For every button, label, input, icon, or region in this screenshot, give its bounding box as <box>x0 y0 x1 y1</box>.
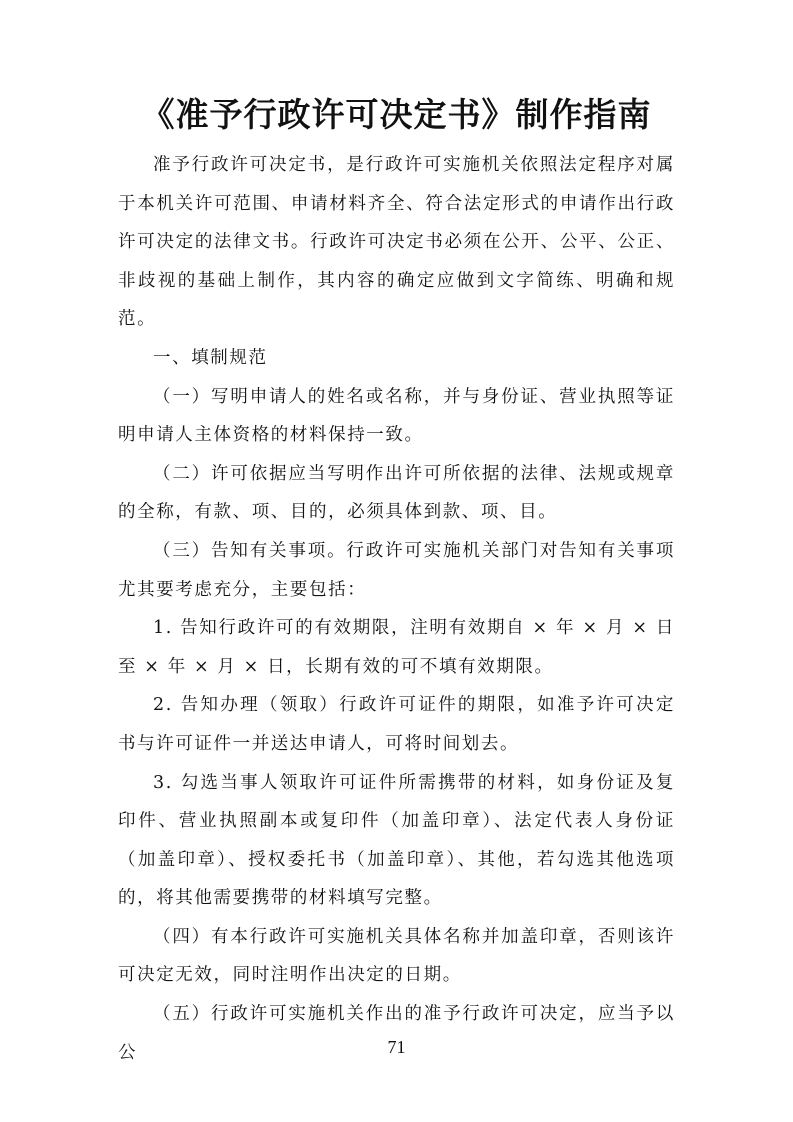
paragraph-item-3: （三）告知有关事项。行政许可实施机关部门对告知有关事项尤其要考虑充分，主要包括： <box>118 540 675 600</box>
paragraph-item-2: （二）许可依据应当写明作出许可所依据的法律、法规或规章的全称，有款、项、目的，必须具体到款、项、目。 <box>118 463 675 523</box>
paragraph-subitem-1: 1. 告知行政许可的有效期限，注明有效期自 × 年 × 月 × 日至 × 年 × 月 × 日，长期有效的可不填有效期限。 <box>118 618 675 677</box>
document-body <box>118 146 675 1072</box>
page-number: 71 <box>387 1037 406 1057</box>
paragraph-subitem-2: 2. 告知办理（领取）行政许可证件的期限，如准予许可决定书与许可证件一并送达申请人，可将时间划去。 <box>118 695 675 754</box>
paragraph-item-4: （四）有本行政许可实施机关具体名称并加盖印章，否则该许可决定无效，同时注明作出决定的日期。 <box>118 926 675 986</box>
paragraph-intro: 准予行政许可决定书，是行政许可实施机关依照法定程序对属于本机关许可范围、申请材料齐全、符合法定形式的申请作出行政许可决定的法律文书。行政许可决定书必须在公开、公平、公正、非歧视的基础上制作，其内容的确定应做到文字简练、明确和规范。 <box>118 155 675 330</box>
section-heading: 一、填制规范 <box>153 347 268 368</box>
page-title: 《准予行政许可决定书》制作指南 <box>141 95 652 134</box>
paragraph-item-1: （一）写明申请人的姓名或名称，并与身份证、营业执照等证明申请人主体资格的材料保持一致。 <box>118 386 675 446</box>
paragraph-item-5: （五）行政许可实施机关作出的准予行政许可决定，应当予以公 <box>118 1004 675 1063</box>
paragraph-subitem-3: 3. 勾选当事人领取许可证件所需携带的材料，如身份证及复印件、营业执照副本或复印件（加盖印章）、法定代表人身份证（加盖印章）、授权委托书（加盖印章）、其他，若勾选其他选项的，将其他需要携带的材料填写完整。 <box>118 772 675 909</box>
